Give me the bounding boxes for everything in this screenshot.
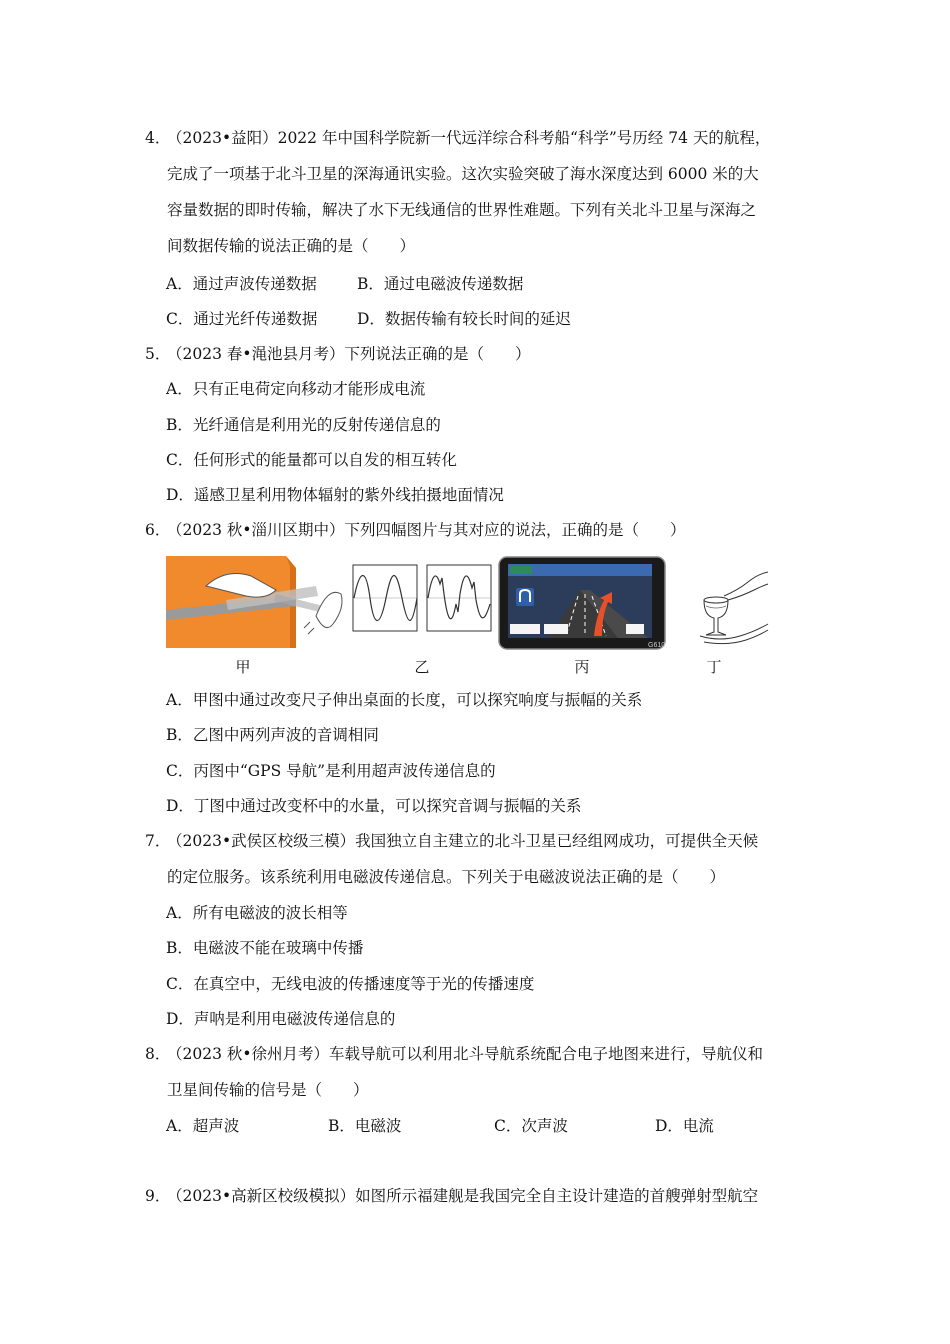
option-d: D．数据传输有较长时间的延迟	[357, 310, 571, 328]
option-c: C．任何形式的能量都可以自发的相互转化	[166, 451, 457, 469]
question-7	[145, 823, 815, 895]
question-4	[145, 120, 815, 264]
gps-model-label: G610	[648, 642, 666, 649]
question-text-line: 容量数据的即时传输，解决了水下无线通信的世界性难题。下列有关北斗卫星与深海之	[167, 201, 757, 219]
option-a: A．所有电磁波的波长相等	[166, 904, 348, 922]
option-d: D．丁图中通过改变杯中的水量，可以探究音调与振幅的关系	[166, 797, 582, 815]
question-number: 8．	[145, 1045, 171, 1063]
option-c: C．通过光纤传递数据	[166, 310, 318, 328]
question-5	[145, 336, 815, 372]
question-number: 5．	[145, 345, 171, 363]
ruler-on-table-image	[166, 556, 348, 648]
option-a: A．通过声波传递数据	[166, 275, 317, 293]
question-text-line: （2023•益阳）2022 年中国科学院新一代远洋综合科考船“科学”号历经 74 天的航程，	[167, 129, 771, 147]
question-text-line: （2023 春•渑池县月考）下列说法正确的是（ ）	[167, 345, 531, 363]
option-c: C．次声波	[494, 1117, 568, 1135]
question-text-line: 间数据传输的说法正确的是（ ）	[167, 237, 416, 255]
question-text-line: 的定位服务。该系统利用电磁波传递信息。下列关于电磁波说法正确的是（ ）	[167, 868, 726, 886]
option-d: D．遥感卫星利用物体辐射的紫外线拍摄地面情况	[166, 486, 504, 504]
option-a: A．超声波	[166, 1117, 240, 1135]
figure-caption-yi: 乙	[414, 658, 430, 676]
question-text-line: （2023•武侯区校级三模）我国独立自主建立的北斗卫星已经组网成功，可提供全天候	[167, 832, 759, 850]
option-b: B．乙图中两列声波的音调相同	[166, 726, 379, 744]
question-6	[145, 512, 815, 548]
question-number: 9．	[145, 1187, 171, 1205]
gps-navigator-image	[498, 556, 666, 650]
question-text-line: 完成了一项基于北斗卫星的深海通讯实验。这次实验突破了海水深度达到 6000 米的大	[167, 165, 759, 183]
option-c: C．丙图中“GPS 导航”是利用超声波传递信息的	[166, 762, 496, 780]
figure-caption-bing: 丙	[574, 658, 590, 676]
option-b: B．电磁波	[328, 1117, 402, 1135]
figure-caption-jia: 甲	[235, 658, 251, 676]
wine-glass-image	[688, 566, 770, 646]
option-b: B．电磁波不能在玻璃中传播	[166, 939, 364, 957]
option-d: D．电流	[655, 1117, 714, 1135]
question-6-figures	[166, 556, 766, 680]
option-a: A．甲图中通过改变尺子伸出桌面的长度，可以探究响度与振幅的关系	[166, 691, 643, 709]
option-a: A．只有正电荷定向移动才能形成电流	[166, 380, 426, 398]
figure-caption-ding: 丁	[706, 658, 722, 676]
question-9	[145, 1178, 815, 1214]
option-b: B．光纤通信是利用光的反射传递信息的	[166, 416, 441, 434]
question-number: 4．	[145, 129, 171, 147]
question-number: 6．	[145, 521, 171, 539]
question-text-line: （2023 秋•徐州月考）车载导航可以利用北斗导航系统配合电子地图来进行，导航仪和	[167, 1045, 764, 1063]
question-text-line: 卫星间传输的信号是（ ）	[167, 1081, 369, 1099]
question-8	[145, 1036, 815, 1108]
question-text-line: （2023 秋•淄川区期中）下列四幅图片与其对应的说法，正确的是（ ）	[167, 521, 686, 539]
option-d: D．声呐是利用电磁波传递信息的	[166, 1010, 396, 1028]
question-number: 7．	[145, 832, 171, 850]
option-c: C．在真空中，无线电波的传播速度等于光的传播速度	[166, 975, 535, 993]
sound-waveforms-image	[352, 564, 494, 632]
question-text-line: （2023•高新区校级模拟）如图所示福建舰是我国完全自主设计建造的首艘弹射型航空	[167, 1187, 759, 1205]
option-b: B．通过电磁波传递数据	[357, 275, 524, 293]
